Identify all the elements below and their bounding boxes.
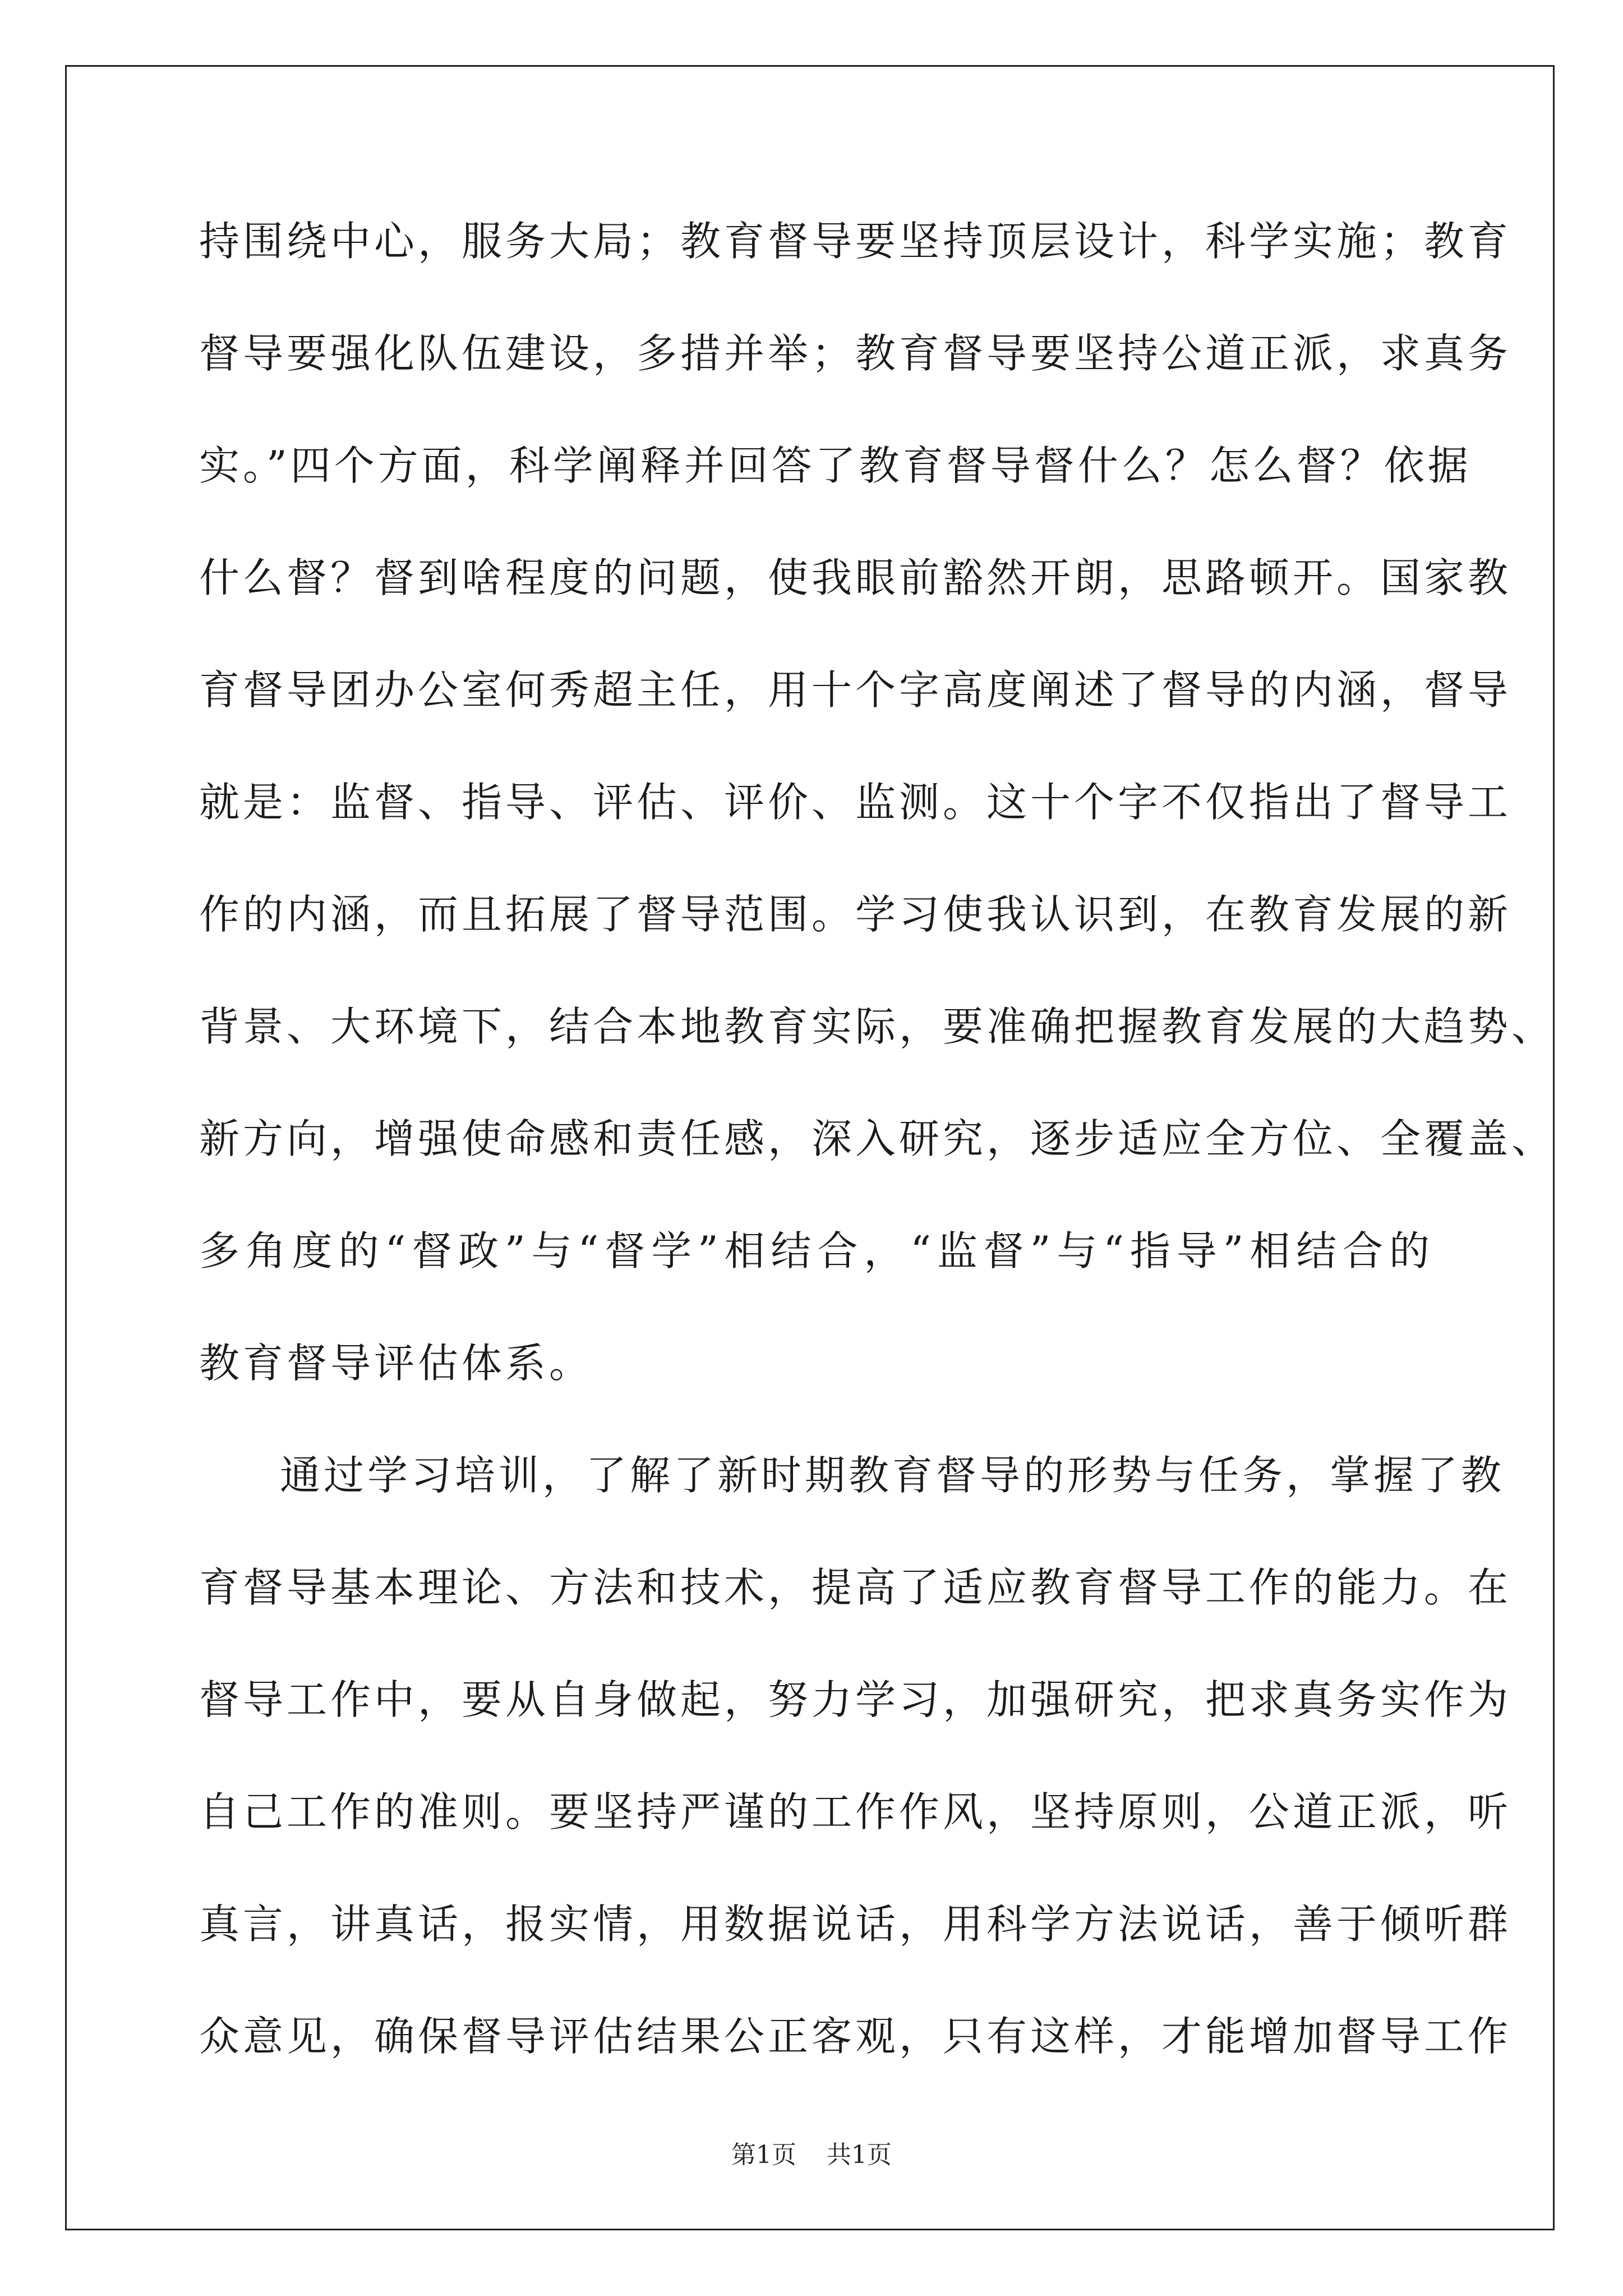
text-line: 育督导团办公室何秀超主任，用十个字高度阐述了督导的内涵，督导 — [199, 666, 1512, 714]
text-line: 教育督导评估体系。 — [199, 1340, 593, 1387]
page-footer — [0, 2134, 1623, 2170]
text-line: 实。”四个方面，科学阐释并回答了教育督导督什么？怎么督？依据 — [199, 442, 1472, 489]
text-line: 作的内涵，而且拓展了督导范围。学习使我认识到，在教育发展的新 — [199, 891, 1512, 938]
page-total: 共1页 — [827, 2141, 892, 2169]
text-line: 众意见，确保督导评估结果公正客观，只有这样，才能增加督导工作 — [199, 2013, 1512, 2060]
document-body — [199, 185, 1556, 2092]
text-line: 自己工作的准则。要坚持严谨的工作作风，坚持原则，公道正派，听 — [199, 1788, 1512, 1835]
text-line: 真言，讲真话，报实情，用数据说话，用科学方法说话，善于倾听群 — [199, 1901, 1512, 1948]
text-line: 通过学习培训，了解了新时期教育督导的形势与任务，掌握了教 — [280, 1452, 1505, 1499]
text-line: 就是：监督、指导、评估、评价、监测。这十个字不仅指出了督导工 — [199, 779, 1512, 826]
text-line: 育督导基本理论、方法和技术，提高了适应教育督导工作的能力。在 — [199, 1564, 1512, 1611]
text-line: 督导工作中，要从自身做起，努力学习，加强研究，把求真务实作为 — [199, 1676, 1512, 1723]
page-number: 第1页 — [731, 2141, 796, 2169]
text-line: 持围绕中心，服务大局；教育督导要坚持顶层设计，科学实施；教育 — [199, 218, 1512, 265]
text-line: 背景、大环境下，结合本地教育实际，要准确把握教育发展的大趋势、 — [199, 1003, 1556, 1050]
text-line: 新方向，增强使命感和责任感，深入研究，逐步适应全方位、全覆盖、 — [199, 1115, 1556, 1162]
text-line: 多角度的“督政”与“督学”相结合，“监督”与“指导”相结合的 — [199, 1227, 1433, 1274]
text-line: 什么督？督到啥程度的问题，使我眼前豁然开朗，思路顿开。国家教 — [199, 554, 1512, 601]
text-line: 督导要强化队伍建设，多措并举；教育督导要坚持公道正派，求真务 — [199, 330, 1512, 377]
